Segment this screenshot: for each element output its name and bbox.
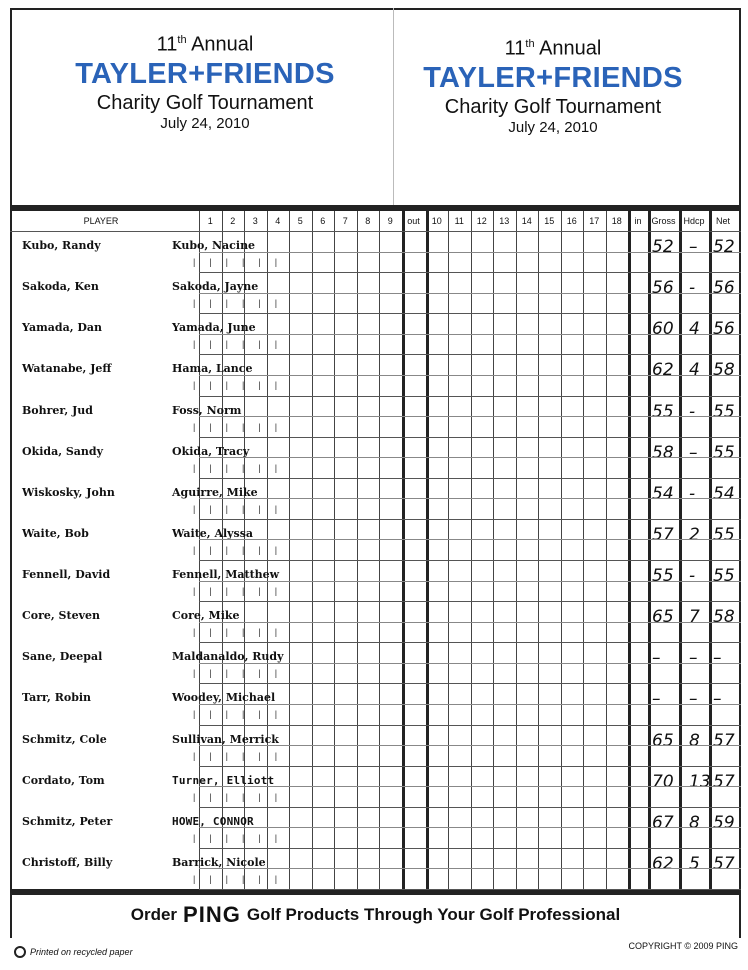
footer-pre: Order bbox=[130, 905, 178, 924]
hdcp-score: 2 bbox=[689, 524, 700, 545]
partner-name: Core, Mike bbox=[172, 609, 240, 623]
player-name: Sane, Deepal bbox=[22, 650, 103, 664]
partner-name: HOWE, CONNOR bbox=[172, 814, 254, 828]
tournament-date: July 24, 2010 bbox=[160, 114, 250, 132]
copyright: COPYRIGHT © 2009 PING bbox=[628, 941, 738, 951]
player-name: Wiskosky, John bbox=[22, 485, 115, 499]
row-midline bbox=[199, 252, 741, 253]
net-score: 56 bbox=[713, 319, 735, 340]
player-name: Christoff, Billy bbox=[22, 855, 113, 869]
hdcp-score: - bbox=[689, 566, 696, 586]
player-name: Tarr, Robin bbox=[22, 691, 92, 705]
player-name: Schmitz, Peter bbox=[22, 814, 113, 828]
row-midline bbox=[199, 868, 741, 869]
row-midline bbox=[199, 293, 741, 294]
title-block-right bbox=[383, 32, 723, 137]
player-name: Kubo, Randy bbox=[22, 239, 101, 252]
net-score: 57 bbox=[713, 730, 735, 751]
recycle-icon bbox=[14, 946, 26, 958]
row-midline bbox=[199, 416, 741, 417]
player-name: Fennell, David bbox=[22, 568, 111, 581]
tick-marks: |||||| bbox=[193, 503, 292, 514]
tick-marks: |||||| bbox=[193, 380, 292, 391]
gross-score: 58 bbox=[652, 442, 674, 463]
partner-name: Foss, Norm bbox=[172, 403, 242, 417]
row-midline bbox=[199, 581, 741, 582]
hdcp-score: 5 bbox=[689, 853, 700, 874]
ordinal-suffix: th bbox=[525, 38, 535, 50]
hole-header: 11 bbox=[454, 216, 464, 226]
net-score: 59 bbox=[713, 812, 735, 833]
tick-marks: |||||| bbox=[193, 339, 292, 350]
player-name: Watanabe, Jeff bbox=[22, 362, 112, 376]
net-score: 52 bbox=[713, 237, 735, 257]
tick-marks: |||||| bbox=[193, 750, 292, 761]
partner-name: Maldanaldo, Rudy bbox=[172, 650, 284, 664]
player-name: Bohrer, Jud bbox=[22, 403, 93, 417]
hole-header: 15 bbox=[544, 216, 555, 226]
row-divider bbox=[199, 889, 741, 890]
hdcp-score: - bbox=[689, 483, 696, 504]
hdcp-score: – bbox=[689, 237, 698, 257]
out-header: out bbox=[407, 216, 420, 226]
net-score: – bbox=[713, 689, 722, 710]
hdcp-score: 8 bbox=[689, 812, 700, 833]
partner-name: Okida, Tracy bbox=[172, 444, 250, 458]
tick-marks: |||||| bbox=[193, 668, 292, 679]
gross-score: 70 bbox=[652, 771, 674, 792]
net-score: 56 bbox=[713, 278, 735, 299]
hdcp-score: 7 bbox=[689, 607, 700, 628]
recycled-text: Printed on recycled paper bbox=[30, 947, 133, 957]
gross-score: 54 bbox=[652, 483, 674, 504]
gross-score: 52 bbox=[652, 237, 674, 257]
hole-header: 8 bbox=[365, 216, 371, 226]
hdcp-score: 13 bbox=[689, 771, 711, 792]
player-name: Yamada, Dan bbox=[22, 321, 103, 335]
ordinal: 11 bbox=[504, 37, 526, 60]
net-score: 55 bbox=[713, 401, 735, 422]
gross-score: 67 bbox=[652, 812, 674, 833]
hdcp-score: 8 bbox=[689, 730, 700, 751]
tournament-name: TAYLER+FRIENDS bbox=[75, 57, 335, 90]
tournament-date: July 24, 2010 bbox=[508, 118, 598, 136]
tick-marks: |||||| bbox=[193, 873, 292, 884]
row-midline bbox=[199, 622, 741, 623]
net-score: 58 bbox=[713, 607, 735, 628]
row-midline bbox=[199, 375, 741, 376]
recycled-note bbox=[14, 946, 133, 958]
hole-header: 16 bbox=[566, 216, 577, 226]
hdcp-header: Hdcp bbox=[683, 216, 705, 226]
hole-header: 6 bbox=[320, 216, 326, 226]
net-score: 57 bbox=[713, 771, 735, 792]
tick-marks: |||||| bbox=[193, 627, 292, 638]
hole-header: 5 bbox=[297, 216, 303, 226]
tick-marks: |||||| bbox=[193, 462, 292, 473]
in-header: in bbox=[634, 216, 642, 226]
tick-marks: |||||| bbox=[193, 544, 292, 555]
tick-marks: |||||| bbox=[193, 586, 292, 596]
hole-header: 4 bbox=[275, 216, 281, 226]
score-grid bbox=[10, 205, 741, 895]
player-name: Schmitz, Cole bbox=[22, 732, 107, 746]
tournament-subtitle: Charity Golf Tournament bbox=[444, 95, 662, 118]
net-score: 54 bbox=[713, 483, 735, 504]
ordinal-suffix: th bbox=[177, 34, 187, 46]
hole-header: 2 bbox=[230, 216, 236, 226]
hdcp-score: 4 bbox=[689, 319, 700, 340]
row-midline bbox=[199, 827, 741, 828]
partner-name: Aguirre, Mike bbox=[172, 485, 258, 499]
partner-name: Yamada, June bbox=[172, 321, 256, 335]
annual-label: Annual bbox=[539, 37, 602, 60]
gross-header: Gross bbox=[651, 216, 676, 226]
title-block-left bbox=[35, 28, 375, 133]
gross-score: 55 bbox=[652, 401, 674, 422]
hole-header: 7 bbox=[342, 216, 348, 226]
net-header: Net bbox=[715, 216, 730, 226]
row-midline bbox=[199, 498, 741, 499]
tick-marks: |||||| bbox=[193, 298, 292, 309]
tick-marks: |||||| bbox=[193, 257, 292, 267]
row-midline bbox=[199, 745, 741, 746]
partner-name: Sullivan, Merrick bbox=[172, 732, 279, 746]
hole-header: 9 bbox=[387, 216, 393, 226]
player-name: Okida, Sandy bbox=[22, 444, 104, 458]
gross-score: – bbox=[652, 689, 661, 710]
tournament-name: TAYLER+FRIENDS bbox=[423, 61, 683, 94]
tournament-subtitle: Charity Golf Tournament bbox=[96, 91, 314, 114]
partner-name: Kubo, Nacine bbox=[172, 239, 256, 252]
row-midline bbox=[199, 334, 741, 335]
row-midline bbox=[199, 704, 741, 705]
ping-logo: PING bbox=[183, 902, 241, 927]
footer-post: Golf Products Through Your Golf Professional bbox=[246, 905, 621, 924]
hole-header: 3 bbox=[252, 216, 258, 226]
partner-name: Fennell, Matthew bbox=[172, 568, 280, 581]
player-name: Waite, Bob bbox=[22, 526, 89, 540]
player-name: Sakoda, Ken bbox=[22, 280, 99, 294]
partner-name: Barrick, Nicole bbox=[172, 855, 266, 869]
partner-name: Hama, Lance bbox=[172, 362, 253, 376]
hdcp-score: - bbox=[689, 401, 696, 422]
hole-header: 12 bbox=[476, 216, 487, 226]
partner-name: Woodey, Michael bbox=[172, 691, 276, 705]
hole-header: 17 bbox=[589, 216, 600, 226]
tick-marks: |||||| bbox=[193, 709, 292, 720]
gross-score: 62 bbox=[652, 853, 674, 874]
ordinal: 11 bbox=[156, 33, 178, 56]
net-score: 55 bbox=[713, 524, 735, 545]
hole-header: 18 bbox=[611, 216, 622, 226]
gross-score: 56 bbox=[652, 278, 674, 299]
gross-score: – bbox=[652, 648, 661, 669]
hole-header: 1 bbox=[207, 216, 213, 226]
net-score: – bbox=[713, 648, 722, 669]
gross-score: 60 bbox=[652, 319, 674, 340]
partner-name: Turner, Elliott bbox=[172, 773, 275, 787]
net-score: 55 bbox=[713, 442, 735, 463]
partner-name: Sakoda, Jayne bbox=[172, 280, 259, 294]
player-name: Cordato, Tom bbox=[22, 773, 105, 787]
hdcp-score: – bbox=[689, 442, 698, 463]
hdcp-score: – bbox=[689, 689, 698, 710]
tick-marks: |||||| bbox=[193, 421, 292, 432]
hdcp-score: – bbox=[689, 648, 698, 669]
tick-marks: |||||| bbox=[193, 832, 292, 843]
gross-score: 55 bbox=[652, 566, 674, 586]
row-midline bbox=[199, 663, 741, 664]
gross-score: 65 bbox=[652, 607, 674, 628]
player-header: PLAYER bbox=[83, 216, 119, 226]
net-score: 58 bbox=[713, 360, 735, 381]
partner-name: Waite, Alyssa bbox=[172, 526, 254, 540]
gross-score: 65 bbox=[652, 730, 674, 751]
gross-score: 57 bbox=[652, 524, 674, 545]
row-midline bbox=[199, 457, 741, 458]
hole-header: 14 bbox=[521, 216, 532, 226]
net-score: 57 bbox=[713, 853, 735, 874]
hole-header: 10 bbox=[431, 216, 442, 226]
hole-header: 13 bbox=[499, 216, 510, 226]
hdcp-score: 4 bbox=[689, 360, 700, 381]
gross-score: 62 bbox=[652, 360, 674, 381]
row-midline bbox=[199, 786, 741, 787]
hdcp-score: - bbox=[689, 278, 696, 299]
tick-marks: |||||| bbox=[193, 791, 292, 802]
player-name: Core, Steven bbox=[22, 609, 100, 623]
footer-banner bbox=[10, 895, 741, 935]
net-score: 55 bbox=[713, 566, 735, 586]
row-midline bbox=[199, 539, 741, 540]
annual-label: Annual bbox=[191, 33, 254, 56]
